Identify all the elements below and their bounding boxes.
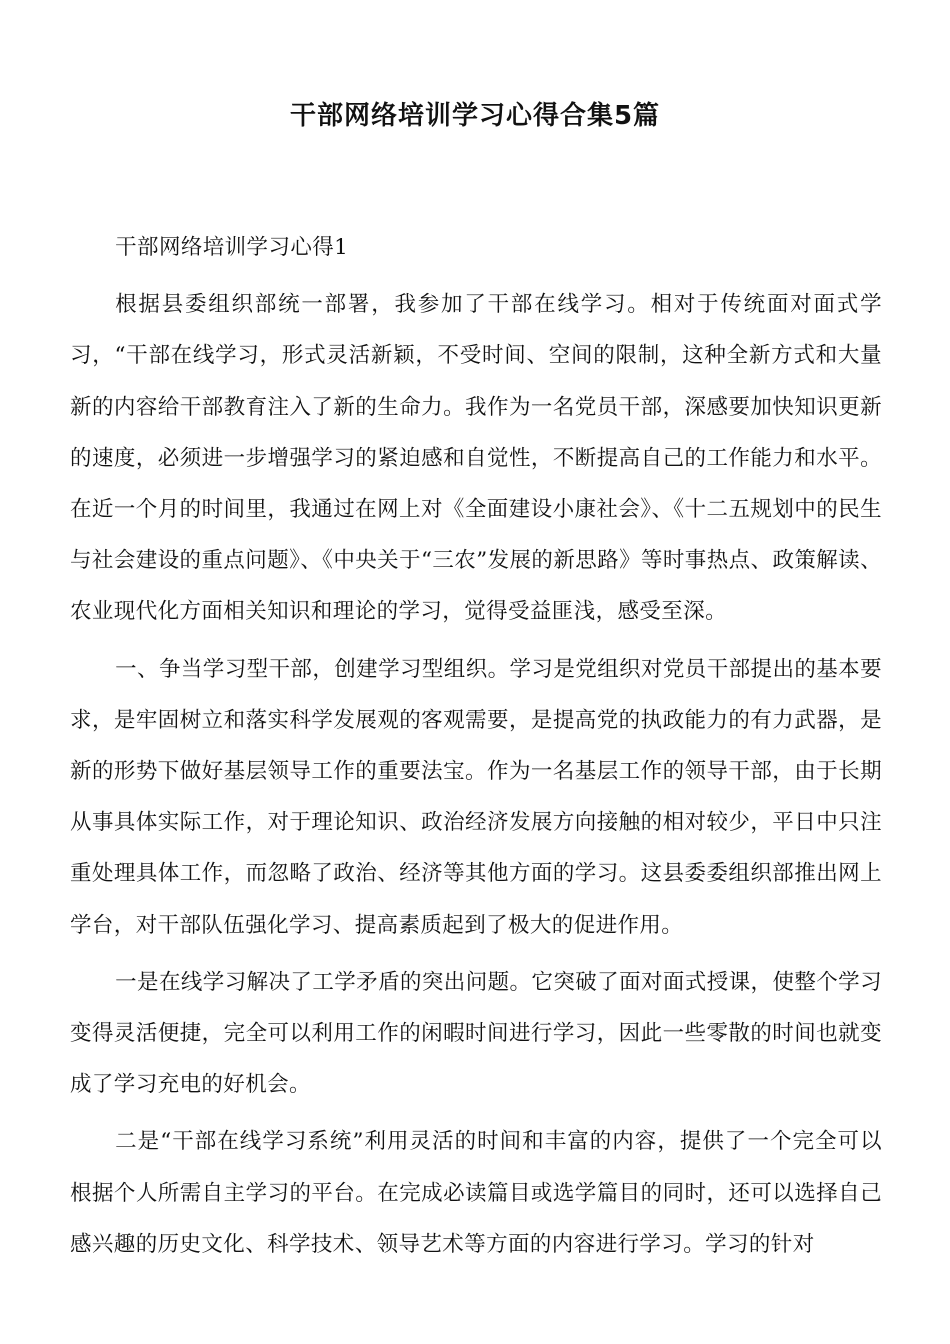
- paragraph: 根据县委组织部统一部署，我参加了干部在线学习。相对于传统面对面式学习，“干部在线学习，形式灵活新颖，不受时间、空间的限制，这种全新方式和大量新的内容给干部教育注入了新的生命力。我作为一名党员干部，深感要加快知识更新的速度，必须进一步增强学习的紧迫感和自觉性，不断提高自己的工作能力和水平。在近一个月的时间里，我通过在网上对《全面建设小康社会》、《十二五规划中的民生与社会建设的重点问题》、《中央关于“三农”发展的新思路》等时事热点、政策解读、农业现代化方面相关知识和理论的学习，觉得受益匪浅，感受至深。: [70, 292, 882, 625]
- paragraph: 一、争当学习型干部，创建学习型组织。学习是党组织对党员干部提出的基本要求，是牢固树立和落实科学发展观的客观需要，是提高党的执政能力的有力武器，是新的形势下做好基层领导工作的重要法宝。作为一名基层工作的领导干部，由于长期从事具体实际工作，对于理论知识、政治经济发展方向接触的相对较少，平日中只注重处理具体工作，而忽略了政治、经济等其他方面的学习。这县委委组织部推出网上学台，对干部队伍强化学习、提高素质起到了极大的促进作用。: [70, 656, 882, 938]
- paragraph: 一是在线学习解决了工学矛盾的突出问题。它突破了面对面式授课，使整个学习变得灵活便捷，完全可以利用工作的闲暇时间进行学习，因此一些零散的时间也就变成了学习充电的好机会。: [70, 969, 882, 1098]
- document-title: 干部网络培训学习心得合集5篇: [289, 101, 661, 131]
- document-body: [70, 222, 882, 1276]
- section-heading: 干部网络培训学习心得1: [115, 235, 349, 260]
- paragraph: 二是“干部在线学习系统”利用灵活的时间和丰富的内容，提供了一个完全可以根据个人所需自主学习的平台。在完成必读篇目或选学篇目的同时，还可以选择自己感兴趣的历史文化、科学技术、领导艺术等方面的内容进行学习。学习的针对: [70, 1129, 882, 1257]
